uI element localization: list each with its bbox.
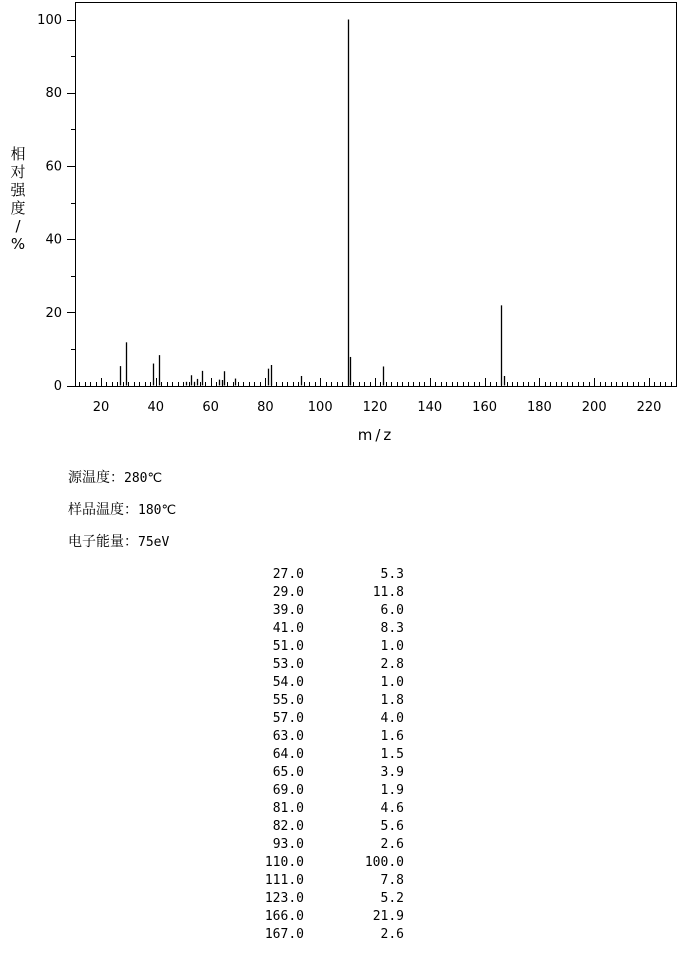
peak-abundance: 5.2 xyxy=(380,891,404,906)
peak-row xyxy=(240,638,410,656)
peak-mz: 54.0 xyxy=(272,675,304,690)
peak-abundance: 11.8 xyxy=(372,585,404,600)
x-tick-label: 100 xyxy=(307,400,333,415)
peak-row xyxy=(240,620,410,638)
peak-abundance: 21.9 xyxy=(372,909,404,924)
peak-abundance: 8.3 xyxy=(380,621,404,636)
x-tick-label: 60 xyxy=(202,400,219,415)
x-tick-label: 20 xyxy=(92,400,110,415)
peak-mz: 110.0 xyxy=(264,855,304,870)
peak-abundance: 4.0 xyxy=(380,711,404,726)
peak-abundance: 5.6 xyxy=(380,819,404,834)
peak-abundance: 6.0 xyxy=(380,603,404,618)
y-axis-label-char: 相 xyxy=(10,145,26,163)
peak-row xyxy=(240,584,410,602)
peak-abundance: 1.8 xyxy=(380,693,404,708)
peak-abundance: 1.9 xyxy=(380,783,404,798)
peak-mz: 29.0 xyxy=(272,585,304,600)
peak-abundance: 2.6 xyxy=(380,927,404,942)
x-tick-label: 220 xyxy=(636,400,662,415)
peak-mz: 81.0 xyxy=(272,801,304,816)
x-tick-label: 180 xyxy=(526,400,552,415)
sample-temperature xyxy=(68,499,176,519)
y-axis-label-char: 对 xyxy=(10,163,26,181)
electron-energy xyxy=(68,531,169,551)
peak-mz: 123.0 xyxy=(264,891,304,906)
peak-row xyxy=(240,674,410,692)
peak-row xyxy=(240,908,410,926)
peak-table xyxy=(240,566,410,944)
peak-abundance: 3.9 xyxy=(380,765,404,780)
peak-abundance: 7.8 xyxy=(380,873,404,888)
peak-row xyxy=(240,872,410,890)
peak-row xyxy=(240,656,410,674)
y-tick-label: 0 xyxy=(53,379,62,394)
source-temperature xyxy=(68,467,162,487)
peak-mz: 166.0 xyxy=(264,909,304,924)
y-tick-label: 40 xyxy=(45,232,62,248)
peak-abundance: 1.0 xyxy=(380,675,404,690)
peak-mz: 51.0 xyxy=(272,639,304,654)
peak-abundance: 2.6 xyxy=(380,837,404,852)
peak-row xyxy=(240,710,410,728)
condition-value: 180℃ xyxy=(138,503,177,518)
peak-abundance: 2.8 xyxy=(380,657,404,672)
peak-row xyxy=(240,782,410,800)
peak-mz: 53.0 xyxy=(272,657,304,672)
y-axis-label-char: 度 xyxy=(10,199,26,217)
peak-mz: 64.0 xyxy=(272,747,304,762)
peak-abundance: 1.5 xyxy=(380,747,404,762)
peak-mz: 167.0 xyxy=(264,927,304,942)
x-tick-label: 40 xyxy=(147,400,165,415)
peak-mz: 82.0 xyxy=(272,819,304,834)
peak-abundance: 100.0 xyxy=(364,855,404,870)
peak-row xyxy=(240,746,410,764)
mass-spectrum-chart xyxy=(0,0,680,450)
peak-mz: 69.0 xyxy=(272,783,304,798)
x-tick-label: 200 xyxy=(581,400,607,415)
peak-row xyxy=(240,926,410,944)
condition-label: 样品温度： xyxy=(68,502,138,518)
peak-row xyxy=(240,818,410,836)
peak-row xyxy=(240,854,410,872)
condition-label: 电子能量： xyxy=(68,534,138,550)
peak-row xyxy=(240,566,410,584)
peak-row xyxy=(240,800,410,818)
plot-frame xyxy=(76,3,677,387)
peak-mz: 55.0 xyxy=(272,693,304,708)
peak-row xyxy=(240,692,410,710)
condition-label: 源温度： xyxy=(68,470,124,486)
peak-row xyxy=(240,602,410,620)
y-tick-label: 60 xyxy=(45,159,62,175)
x-tick-label: 80 xyxy=(257,400,274,415)
peak-mz: 63.0 xyxy=(272,729,304,744)
peak-mz: 27.0 xyxy=(272,567,304,582)
peak-row xyxy=(240,836,410,854)
peak-mz: 39.0 xyxy=(272,603,304,618)
y-tick-label: 20 xyxy=(45,305,62,321)
peak-abundance: 5.3 xyxy=(380,567,404,582)
peak-mz: 93.0 xyxy=(272,837,304,852)
peak-row xyxy=(240,890,410,908)
peak-abundance: 1.6 xyxy=(380,729,404,744)
peak-row xyxy=(240,764,410,782)
peak-mz: 111.0 xyxy=(264,873,304,888)
y-tick-label: 100 xyxy=(37,13,62,28)
y-tick-label: 80 xyxy=(45,86,62,102)
peak-mz: 41.0 xyxy=(272,621,304,636)
x-tick-label: 120 xyxy=(362,400,388,415)
peak-abundance: 1.0 xyxy=(380,639,404,654)
condition-value: 75eV xyxy=(138,535,170,550)
x-tick-label: 140 xyxy=(417,400,443,415)
y-axis-label-char: % xyxy=(10,235,26,253)
peak-row xyxy=(240,728,410,746)
y-axis-label-char: 强 xyxy=(10,181,26,199)
condition-value: 280℃ xyxy=(124,471,163,486)
peak-abundance: 4.6 xyxy=(380,801,404,816)
y-axis-label xyxy=(6,145,30,253)
x-tick-label: 160 xyxy=(472,400,498,415)
peak-mz: 57.0 xyxy=(272,711,304,726)
x-axis-label: m/z xyxy=(357,426,395,444)
peak-mz: 65.0 xyxy=(272,765,304,780)
y-axis-label-char: / xyxy=(15,217,21,235)
